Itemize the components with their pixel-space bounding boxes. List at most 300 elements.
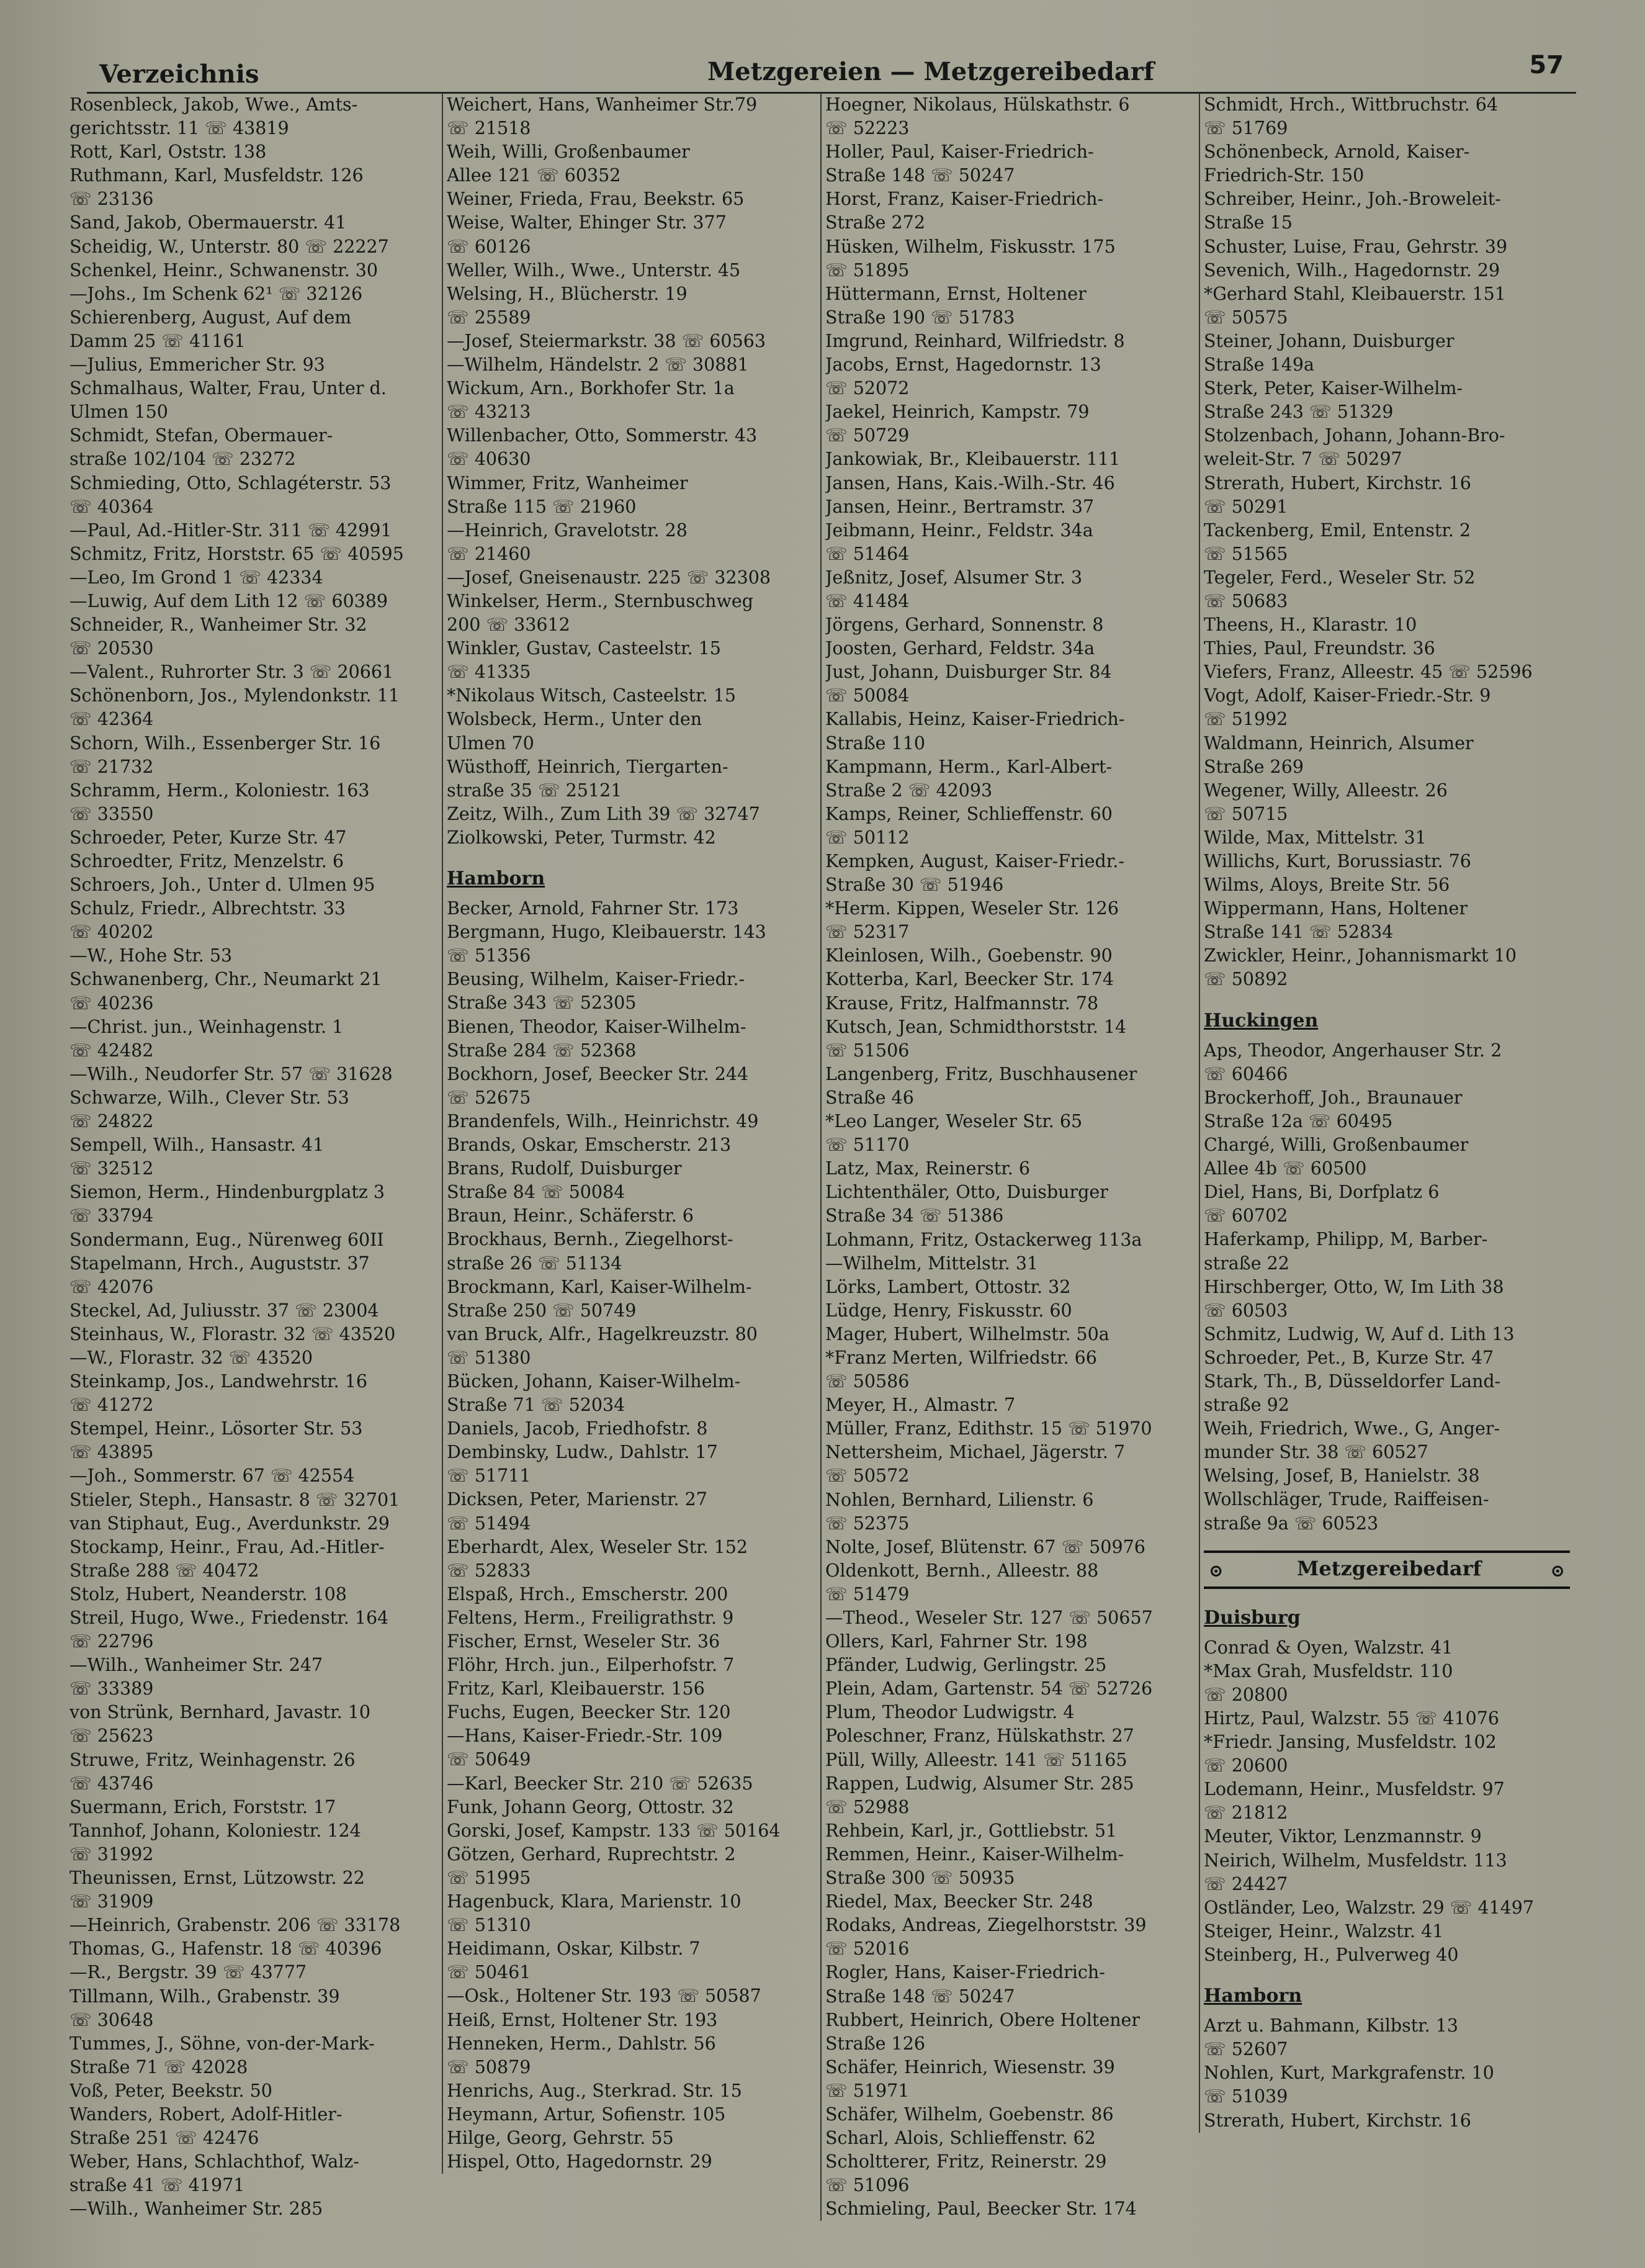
directory-entry-line: Wilde, Max, Mittelstr. 31	[1204, 827, 1427, 848]
directory-entry-line: ☏ 52375	[825, 1513, 910, 1534]
directory-entry-line: Straße 141 ☏ 52834	[1204, 922, 1394, 943]
directory-entry-line: Welsing, Josef, B, Hanielstr. 38	[1204, 1465, 1480, 1487]
directory-entry-line: Schmitz, Ludwig, W, Auf d. Lith 13	[1204, 1323, 1515, 1344]
directory-entry-line: Vogt, Adolf, Kaiser-Friedr.-Str. 9	[1204, 685, 1491, 706]
directory-entry-line: Schulz, Friedr., Albrechtstr. 33	[69, 898, 346, 919]
directory-entry-line: —Wilhelm, Mittelstr. 31	[825, 1253, 1039, 1274]
directory-entry-line: Heymann, Artur, Sofienstr. 105	[447, 2104, 726, 2125]
directory-entry-line: Plein, Adam, Gartenstr. 54 ☏ 52726	[825, 1678, 1153, 1699]
directory-entry-line: Dembinsky, Ludw., Dahlstr. 17	[447, 1442, 718, 1463]
directory-entry-line: —Valent., Ruhrorter Str. 3 ☏ 20661	[69, 662, 394, 683]
directory-entry-line: Schwarze, Wilh., Clever Str. 53	[69, 1087, 349, 1108]
directory-entry-line: ☏ 51971	[825, 2080, 910, 2101]
directory-entry-line: Gorski, Josef, Kampstr. 133 ☏ 50164	[447, 1820, 781, 1841]
directory-entry-line: Scharl, Alois, Schlieffenstr. 62	[825, 2128, 1096, 2149]
directory-entry-line: Heidimann, Oskar, Kilbstr. 7	[447, 1938, 701, 1960]
directory-entry-line: Steinberg, H., Pulverweg 40	[1204, 1944, 1459, 1965]
directory-entry-line: Tegeler, Ferd., Weseler Str. 52	[1204, 567, 1476, 588]
directory-entry-line: ☏ 51494	[447, 1513, 531, 1534]
directory-entry-line: Straße 46	[825, 1087, 914, 1108]
directory-entry-line: ☏ 52072	[825, 378, 910, 399]
directory-entry-line: Fritz, Karl, Kleibauerstr. 156	[447, 1678, 705, 1699]
entry-list	[69, 93, 441, 2221]
directory-entry-line: *Gerhard Stahl, Kleibauerstr. 151	[1204, 283, 1506, 304]
directory-entry-line: ☏ 50112	[825, 827, 910, 848]
directory-entry-line: Straße 71 ☏ 42028	[69, 2056, 248, 2077]
directory-entry-line: gerichtsstr. 11 ☏ 43819	[69, 118, 289, 139]
directory-entry-line: 200 ☏ 33612	[447, 614, 570, 636]
directory-entry-line: Feltens, Herm., Freiligrathstr. 9	[447, 1607, 734, 1628]
directory-entry-line: Weiner, Frieda, Frau, Beekstr. 65	[447, 189, 745, 210]
directory-entry-line: Straße 284 ☏ 52368	[447, 1040, 637, 1061]
directory-entry-line: Allee 4b ☏ 60500	[1204, 1158, 1367, 1179]
directory-entry-line: ☏ 30648	[69, 2009, 154, 2030]
section-heading-duisburg: Duisburg	[1204, 1606, 1301, 1629]
directory-entry-line: Wegener, Willy, Alleestr. 26	[1204, 780, 1448, 801]
directory-entry-line: Straße 148 ☏ 50247	[825, 1986, 1015, 2007]
directory-entry-line: ☏ 50729	[825, 425, 910, 446]
directory-entry-line: Imgrund, Reinhard, Wilfriedstr. 8	[825, 330, 1125, 351]
directory-entry-line: ☏ 50715	[1204, 803, 1288, 824]
directory-entry-line: —Julius, Emmericher Str. 93	[69, 354, 325, 376]
directory-entry-line: ☏ 50879	[447, 2056, 531, 2077]
banner-title: Metzgereibedarf	[1297, 1556, 1482, 1580]
directory-entry-line: ☏ 50586	[825, 1371, 910, 1392]
directory-entry-line: Wüsthoff, Heinrich, Tiergarten-	[447, 756, 728, 777]
directory-entry-line: Theunissen, Ernst, Lützowstr. 22	[69, 1868, 365, 1889]
directory-entry-line: Sevenich, Wilh., Hagedornstr. 29	[1204, 259, 1500, 281]
directory-entry-line: Straße 243 ☏ 51329	[1204, 402, 1394, 423]
directory-entry-line: ☏ 51096	[825, 2175, 910, 2196]
directory-entry-line: Becker, Arnold, Fahrner Str. 173	[447, 898, 739, 919]
directory-entry-line: Henrichs, Aug., Sterkrad. Str. 15	[447, 2080, 742, 2101]
category-banner	[1204, 1550, 1570, 1589]
directory-entry-line: Holler, Paul, Kaiser-Friedrich-	[825, 142, 1094, 163]
directory-entry-line: Strerath, Hubert, Kirchstr. 16	[1204, 472, 1471, 493]
directory-entry-line: Welsing, H., Blücherstr. 19	[447, 283, 688, 304]
directory-entry-line: Straße 149a	[1204, 354, 1314, 376]
directory-entry-line: *Leo Langer, Weseler Str. 65	[825, 1111, 1083, 1132]
directory-entry-line: ☏ 40202	[69, 922, 154, 943]
directory-entry-line: ☏ 51464	[825, 543, 910, 564]
directory-entry-line: ☏ 52016	[825, 1938, 910, 1960]
directory-entry-line: straße 9a ☏ 60523	[1204, 1513, 1379, 1534]
directory-entry-line: Joosten, Gerhard, Feldstr. 34a	[825, 638, 1095, 659]
directory-entry-line: Dicksen, Peter, Marienstr. 27	[447, 1489, 707, 1510]
directory-entry-line: Wippermann, Hans, Holtener	[1204, 898, 1468, 919]
directory-entry-line: Zwickler, Heinr., Johannismarkt 10	[1204, 945, 1517, 966]
directory-entry-line: —Heinrich, Grabenstr. 206 ☏ 33178	[69, 1915, 401, 1936]
directory-entry-line: Zeitz, Wilh., Zum Lith 39 ☏ 32747	[447, 803, 760, 824]
directory-entry-line: Elspaß, Hrch., Emscherstr. 200	[447, 1583, 728, 1604]
directory-entry-line: Winkler, Gustav, Casteelstr. 15	[447, 638, 721, 659]
directory-entry-line: Langenberg, Fritz, Buschhausener	[825, 1063, 1137, 1084]
directory-entry-line: Straße 300 ☏ 50935	[825, 1868, 1015, 1889]
directory-entry-line: —Osk., Holtener Str. 193 ☏ 50587	[447, 1986, 761, 2007]
directory-entry-line: ☏ 42076	[69, 1276, 154, 1297]
directory-entry-line: Sterk, Peter, Kaiser-Wilhelm-	[1204, 378, 1463, 399]
directory-entry-line: Straße 84 ☏ 50084	[447, 1182, 625, 1203]
directory-entry-line: ☏ 52833	[447, 1560, 531, 1581]
directory-entry-line: Kutsch, Jean, Schmidthorststr. 14	[825, 1016, 1127, 1037]
directory-entry-line: Wickum, Arn., Borkhofer Str. 1a	[447, 378, 735, 399]
column-4	[1199, 93, 1576, 2133]
directory-entry-line: Fischer, Ernst, Weseler Str. 36	[447, 1631, 720, 1652]
directory-entry-line: Weih, Friedrich, Wwe., G, Anger-	[1204, 1418, 1500, 1439]
directory-entry-line: ☏ 50649	[447, 1749, 531, 1770]
directory-entry-line: ☏ 41335	[447, 662, 531, 683]
directory-entry-line: Bienen, Theodor, Kaiser-Wilhelm-	[447, 1016, 746, 1037]
directory-entry-line: straße 41 ☏ 41971	[69, 2175, 245, 2196]
directory-entry-line: Tackenberg, Emil, Entenstr. 2	[1204, 520, 1471, 541]
directory-entry-line: Straße 15	[1204, 212, 1293, 233]
directory-entry-line: Rott, Karl, Oststr. 138	[69, 142, 267, 163]
directory-entry-line: ☏ 41484	[825, 590, 910, 611]
directory-entry-line: —R., Bergstr. 39 ☏ 43777	[69, 1962, 307, 1983]
header-center-title: Metzgereien — Metzgereibedarf	[707, 57, 1155, 86]
directory-entry-line: Bockhorn, Josef, Beecker Str. 244	[447, 1063, 749, 1084]
directory-entry-line: ☏ 40364	[69, 496, 154, 517]
directory-entry-line: Rodaks, Andreas, Ziegelhorststr. 39	[825, 1915, 1147, 1936]
directory-entry-line: —Hans, Kaiser-Friedr.-Str. 109	[447, 1726, 723, 1747]
directory-entry-line: Hirtz, Paul, Walzstr. 55 ☏ 41076	[1204, 1708, 1499, 1729]
directory-entry-line: Fuchs, Eugen, Beecker Str. 120	[447, 1702, 731, 1723]
directory-entry-line: ☏ 21460	[447, 543, 531, 564]
directory-entry-line: Tummes, J., Söhne, von-der-Mark-	[69, 2033, 375, 2054]
directory-entry-line: ☏ 20600	[1204, 1755, 1288, 1776]
directory-entry-line: Steiner, Johann, Duisburger	[1204, 330, 1455, 351]
directory-entry-line: Krause, Fritz, Halfmannstr. 78	[825, 992, 1099, 1014]
directory-entry-line: Steinhaus, W., Florastr. 32 ☏ 43520	[69, 1323, 396, 1344]
directory-entry-line: ☏ 20800	[1204, 1684, 1288, 1705]
directory-entry-line: ☏ 50572	[825, 1465, 910, 1487]
directory-entry-line: ☏ 60503	[1204, 1300, 1288, 1321]
directory-entry-line: Eberhardt, Alex, Weseler Str. 152	[447, 1536, 748, 1557]
directory-entry-line: ☏ 41272	[69, 1395, 154, 1416]
directory-entry-line: Kleinlosen, Wilh., Goebenstr. 90	[825, 945, 1113, 966]
directory-entry-line: Nohlen, Kurt, Markgrafenstr. 10	[1204, 2063, 1494, 2084]
directory-entry-line: Funk, Johann Georg, Ottostr. 32	[447, 1796, 734, 1817]
directory-entry-line: Theens, H., Klarastr. 10	[1204, 614, 1417, 636]
directory-entry-line: *Friedr. Jansing, Musfeldstr. 102	[1204, 1732, 1497, 1753]
directory-entry-line: Schmieding, Otto, Schlagéterstr. 53	[69, 472, 392, 493]
directory-entry-line: ☏ 60702	[1204, 1205, 1288, 1226]
directory-entry-line: Hirschberger, Otto, W, Im Lith 38	[1204, 1276, 1504, 1297]
directory-entry-line: Hispel, Otto, Hagedornstr. 29	[447, 2151, 712, 2172]
directory-entry-line: ☏ 33794	[69, 1205, 154, 1226]
directory-entry-line: Straße 251 ☏ 42476	[69, 2128, 259, 2149]
directory-entry-line: ☏ 50683	[1204, 590, 1288, 611]
directory-entry-line: ☏ 51565	[1204, 543, 1288, 564]
directory-entry-line: Scheidig, W., Unterstr. 80 ☏ 22227	[69, 236, 389, 257]
directory-entry-line: ☏ 50892	[1204, 969, 1288, 990]
directory-entry-line: Ziolkowski, Peter, Turmstr. 42	[447, 827, 716, 848]
entry-list	[1204, 2014, 1576, 2132]
directory-entry-line: Rehbein, Karl, jr., Gottliebstr. 51	[825, 1820, 1118, 1841]
directory-entry-line: Kotterba, Karl, Beecker Str. 174	[825, 969, 1114, 990]
directory-entry-line: Schuster, Luise, Frau, Gehrstr. 39	[1204, 236, 1508, 257]
directory-entry-line: ☏ 32512	[69, 1158, 154, 1179]
directory-entry-line: Neirich, Wilhelm, Musfeldstr. 113	[1204, 1850, 1507, 1871]
directory-entry-line: ☏ 52223	[825, 118, 910, 139]
directory-entry-line: Chargé, Willi, Großenbaumer	[1204, 1135, 1469, 1156]
directory-entry-line: Oldenkott, Bernh., Alleestr. 88	[825, 1560, 1099, 1581]
directory-entry-line: munder Str. 38 ☏ 60527	[1204, 1442, 1428, 1463]
directory-entry-line: —Wilh., Wanheimer Str. 285	[69, 2198, 323, 2220]
directory-entry-line: Schönenbeck, Arnold, Kaiser-	[1204, 142, 1470, 163]
directory-entry-line: Stieler, Steph., Hansastr. 8 ☏ 32701	[69, 1489, 400, 1510]
directory-entry-line: Conrad & Oyen, Walzstr. 41	[1204, 1637, 1453, 1658]
directory-entry-line: Jankowiak, Br., Kleibauerstr. 111	[825, 449, 1121, 470]
directory-entry-line: —W., Hohe Str. 53	[69, 945, 233, 966]
column-3	[820, 93, 1198, 2221]
directory-entry-line: —W., Florastr. 32 ☏ 43520	[69, 1347, 313, 1368]
directory-entry-line: Jansen, Hans, Kais.-Wilh.-Str. 46	[825, 472, 1115, 493]
directory-entry-line: Beusing, Wilhelm, Kaiser-Friedr.-	[447, 969, 745, 990]
directory-entry-line: Meuter, Viktor, Lenzmannstr. 9	[1204, 1826, 1482, 1847]
directory-entry-line: Hoegner, Nikolaus, Hülskathstr. 6	[825, 94, 1130, 115]
directory-entry-line: Ruthmann, Karl, Musfeldstr. 126	[69, 165, 364, 186]
directory-entry-line: *Nikolaus Witsch, Casteelstr. 15	[447, 685, 736, 706]
directory-entry-line: Brans, Rudolf, Duisburger	[447, 1158, 682, 1179]
directory-entry-line: ☏ 24427	[1204, 1873, 1288, 1894]
directory-entry-line: Willenbacher, Otto, Sommerstr. 43	[447, 425, 758, 446]
directory-entry-line: —Wilh., Wanheimer Str. 247	[69, 1655, 323, 1676]
directory-entry-line: Wollschläger, Trude, Raiffeisen-	[1204, 1489, 1489, 1510]
directory-entry-line: Horst, Franz, Kaiser-Friedrich-	[825, 189, 1104, 210]
directory-entry-line: ☏ 43746	[69, 1773, 154, 1794]
directory-entry-line: Suermann, Erich, Forststr. 17	[69, 1796, 336, 1817]
directory-entry-line: Schreiber, Heinr., Joh.-Broweleit-	[1204, 189, 1501, 210]
directory-entry-line: Ulmen 150	[69, 402, 168, 423]
directory-entry-line: ☏ 51995	[447, 1867, 531, 1888]
directory-entry-line: Straße 110	[825, 732, 925, 754]
directory-entry-line: Wilms, Aloys, Breite Str. 56	[1204, 875, 1450, 896]
directory-entry-line: Winkelser, Herm., Sternbuschweg	[447, 590, 754, 611]
directory-entry-line: *Max Grah, Musfeldstr. 110	[1204, 1660, 1453, 1681]
directory-entry-line: Lichtenthäler, Otto, Duisburger	[825, 1182, 1108, 1203]
directory-entry-line: Schroedter, Fritz, Menzelstr. 6	[69, 851, 344, 871]
directory-entry-line: —Christ. jun., Weinhagenstr. 1	[69, 1016, 344, 1037]
directory-entry-line: ☏ 42364	[69, 709, 154, 730]
directory-entry-line: ☏ 24822	[69, 1111, 154, 1132]
directory-entry-line: ☏ 51506	[825, 1040, 910, 1061]
directory-entry-line: Weber, Hans, Schlachthof, Walz-	[69, 2151, 359, 2172]
directory-entry-line: Straße 126	[825, 2033, 925, 2054]
directory-entry-line: Pfänder, Ludwig, Gerlingstr. 25	[825, 1655, 1107, 1676]
directory-entry-line: Arzt u. Bahmann, Kilbstr. 13	[1204, 2015, 1459, 2036]
directory-entry-line: Schmalhaus, Walter, Frau, Unter d.	[69, 378, 387, 399]
directory-entry-line: Jaekel, Heinrich, Kampstr. 79	[825, 402, 1090, 423]
directory-entry-line: Stockamp, Heinr., Frau, Ad.-Hitler-	[69, 1536, 385, 1557]
directory-entry-line: ☏ 33550	[69, 803, 154, 824]
directory-entry-line: Ostländer, Leo, Walzstr. 29 ☏ 41497	[1204, 1897, 1535, 1918]
directory-entry-line: Straße 288 ☏ 40472	[69, 1560, 259, 1581]
directory-entry-line: Püll, Willy, Alleestr. 141 ☏ 51165	[825, 1749, 1127, 1770]
directory-entry-line: Nolte, Josef, Blütenstr. 67 ☏ 50976	[825, 1536, 1145, 1557]
directory-entry-line: Just, Johann, Duisburger Str. 84	[825, 662, 1112, 683]
directory-entry-line: ☏ 51895	[825, 259, 910, 281]
directory-entry-line: Schorn, Wilh., Essenberger Str. 16	[69, 732, 381, 754]
directory-entry-line: Jeßnitz, Josef, Alsumer Str. 3	[825, 567, 1083, 588]
directory-entry-line: Diel, Hans, Bi, Dorfplatz 6	[1204, 1182, 1440, 1203]
ornament-left-icon: ⊙	[1209, 1560, 1224, 1581]
directory-entry-line: Götzen, Gerhard, Ruprechtstr. 2	[447, 1843, 736, 1865]
directory-entry-line: Schäfer, Wilhelm, Goebenstr. 86	[825, 2104, 1114, 2125]
directory-entry-line: Straße 12a ☏ 60495	[1204, 1110, 1393, 1132]
directory-entry-line: Straße 30 ☏ 51946	[825, 875, 1004, 896]
directory-entry-line: ☏ 52317	[825, 922, 910, 943]
directory-entry-line: —Paul, Ad.-Hitler-Str. 311 ☏ 42991	[69, 520, 392, 541]
directory-entry-line: ☏ 31909	[69, 1891, 154, 1912]
directory-entry-line: ☏ 50291	[1204, 496, 1288, 517]
directory-entry-line: Friedrich-Str. 150	[1204, 165, 1365, 186]
directory-entry-line: ☏ 50575	[1204, 307, 1288, 328]
directory-entry-line: Stapelmann, Hrch., Auguststr. 37	[69, 1253, 370, 1274]
directory-entry-line: straße 35 ☏ 25121	[447, 780, 622, 801]
header-left-title: Verzeichnis	[99, 60, 259, 89]
directory-entry-line: ☏ 51039	[1204, 2086, 1288, 2107]
directory-entry-line: Rappen, Ludwig, Alsumer Str. 285	[825, 1773, 1134, 1794]
directory-entry-line: Schramm, Herm., Koloniestr. 163	[69, 780, 370, 801]
directory-entry-line: ☏ 20530	[69, 638, 154, 659]
directory-entry-line: ☏ 51170	[825, 1135, 910, 1156]
directory-entry-line: Sondermann, Eug., Nürenweg 60II	[69, 1229, 384, 1250]
directory-entry-line: Sempell, Wilh., Hansastr. 41	[69, 1135, 325, 1156]
directory-entry-line: ☏ 22796	[69, 1631, 154, 1652]
directory-entry-line: ☏ 21812	[1204, 1802, 1288, 1824]
directory-entry-line: Thies, Paul, Freundstr. 36	[1204, 638, 1435, 659]
entry-list	[1204, 1039, 1576, 1536]
directory-entry-line: —Theod., Weseler Str. 127 ☏ 50657	[825, 1608, 1153, 1628]
directory-entry-line: Straße 115 ☏ 21960	[447, 496, 637, 517]
directory-entry-line: ☏ 42482	[69, 1040, 154, 1061]
directory-entry-line: Straße 272	[825, 212, 925, 233]
directory-entry-line: —Josef, Steiermarkstr. 38 ☏ 60563	[447, 330, 766, 351]
directory-entry-line: Bergmann, Hugo, Kleibauerstr. 143	[447, 922, 766, 943]
directory-entry-line: ☏ 25589	[447, 307, 531, 328]
directory-entry-line: ☏ 40630	[447, 449, 531, 470]
directory-entry-line: Straße 190 ☏ 51783	[825, 307, 1015, 328]
directory-entry-line: Ollers, Karl, Fahrner Str. 198	[825, 1631, 1088, 1652]
directory-entry-line: Voß, Peter, Beekstr. 50	[69, 2080, 272, 2101]
directory-entry-line: Kempken, August, Kaiser-Friedr.-	[825, 851, 1124, 871]
directory-entry-line: ☏ 40236	[69, 992, 154, 1014]
directory-entry-line: ☏ 52675	[447, 1087, 531, 1108]
page-header	[87, 48, 1576, 94]
directory-entry-line: Remmen, Heinr., Kaiser-Wilhelm-	[825, 1843, 1124, 1865]
directory-entry-line: ☏ 60126	[447, 236, 531, 257]
directory-entry-line: Henneken, Herm., Dahlstr. 56	[447, 2033, 716, 2054]
directory-entry-line: Straße 71 ☏ 52034	[447, 1395, 625, 1416]
directory-entry-line: Steiger, Heinr., Walzstr. 41	[1204, 1920, 1444, 1942]
entry-list	[825, 93, 1198, 2221]
directory-entry-line: Stolzenbach, Johann, Johann-Bro-	[1204, 425, 1505, 446]
directory-entry-line: Schroeder, Pet., B, Kurze Str. 47	[1204, 1347, 1494, 1368]
directory-entry-line: Steckel, Ad, Juliusstr. 37 ☏ 23004	[69, 1300, 379, 1321]
directory-entry-line: Straße 148 ☏ 50247	[825, 165, 1015, 186]
directory-entry-line: ☏ 51992	[1204, 709, 1288, 730]
directory-entry-line: ☏ 51310	[447, 1915, 531, 1936]
directory-entry-line: Schroers, Joh., Unter d. Ulmen 95	[69, 875, 375, 896]
directory-entry-line: Wanders, Robert, Adolf-Hitler-	[69, 2104, 343, 2125]
directory-entry-line: Hüttermann, Ernst, Holtener	[825, 283, 1087, 304]
directory-entry-line: Poleschner, Franz, Hülskathstr. 27	[825, 1726, 1134, 1747]
directory-entry-line: straße 102/104 ☏ 23272	[69, 449, 296, 470]
directory-entry-line: Brandenfels, Wilh., Heinrichstr. 49	[447, 1110, 759, 1132]
directory-entry-line: Straße 34 ☏ 51386	[825, 1205, 1004, 1226]
directory-entry-line: Meyer, H., Almastr. 7	[825, 1395, 1016, 1416]
directory-entry-line: Straße 343 ☏ 52305	[447, 992, 637, 1014]
directory-entry-line: Latz, Max, Reinerstr. 6	[825, 1158, 1030, 1179]
directory-entry-line: Brockhaus, Bernh., Ziegelhorst-	[447, 1229, 733, 1250]
directory-entry-line: Schroeder, Peter, Kurze Str. 47	[69, 827, 347, 848]
section-heading-hamborn: Hamborn	[447, 868, 545, 889]
directory-entry-line: ☏ 51380	[447, 1347, 531, 1368]
directory-entry-line: ☏ 51356	[447, 945, 531, 966]
directory-entry-line: Hüsken, Wilhelm, Fiskusstr. 175	[825, 236, 1116, 257]
page-number: 57	[1529, 51, 1564, 79]
directory-entry-line: Straße 269	[1204, 756, 1304, 777]
directory-entry-line: Streil, Hugo, Wwe., Friedenstr. 164	[69, 1608, 389, 1628]
directory-entry-line: Waldmann, Heinrich, Alsumer	[1204, 732, 1474, 754]
entry-list	[1204, 93, 1576, 992]
directory-entry-line: van Bruck, Alfr., Hagelkreuzstr. 80	[447, 1323, 758, 1344]
directory-entry-line: Schneider, R., Wanheimer Str. 32	[69, 614, 367, 636]
directory-entry-line: ☏ 51479	[825, 1583, 910, 1604]
directory-entry-line: Brockerhoff, Joh., Braunauer	[1204, 1087, 1463, 1108]
directory-entry-line: Bücken, Johann, Kaiser-Wilhelm-	[447, 1370, 741, 1392]
directory-entry-line: Jacobs, Ernst, Hagedornstr. 13	[825, 354, 1101, 376]
directory-entry-line: Scholtterer, Fritz, Reinerstr. 29	[825, 2151, 1107, 2172]
directory-entry-line: —Josef, Gneisenaustr. 225 ☏ 32308	[447, 567, 771, 588]
directory-entry-line: Schenkel, Heinr., Schwanenstr. 30	[69, 259, 379, 281]
directory-entry-line: von Strünk, Bernhard, Javastr. 10	[69, 1702, 370, 1723]
entry-list	[1204, 1636, 1576, 1967]
entry-list	[447, 93, 819, 850]
directory-entry-line: Kamps, Reiner, Schlieffenstr. 60	[825, 803, 1113, 824]
directory-entry-line: Jeibmann, Heinr., Feldstr. 34a	[825, 520, 1093, 541]
directory-entry-line: Weichert, Hans, Wanheimer Str.79	[447, 94, 758, 115]
directory-entry-line: Viefers, Franz, Alleestr. 45 ☏ 52596	[1204, 662, 1533, 683]
directory-entry-line: ☏ 43213	[447, 402, 531, 423]
directory-entry-line: Weise, Walter, Ehinger Str. 377	[447, 212, 727, 233]
directory-entry-line: ☏ 50461	[447, 1962, 531, 1983]
directory-entry-line: Willichs, Kurt, Borussiastr. 76	[1204, 851, 1471, 871]
directory-entry-line: straße 92	[1204, 1395, 1289, 1416]
directory-entry-line: Lohmann, Fritz, Ostackerweg 113a	[825, 1229, 1142, 1250]
directory-entry-line: ☏ 23136	[69, 189, 154, 210]
directory-entry-line: ☏ 51711	[447, 1465, 531, 1487]
directory-entry-line: Lörks, Lambert, Ottostr. 32	[825, 1276, 1071, 1297]
directory-entry-line: Flöhr, Hrch. jun., Eilperhofstr. 7	[447, 1655, 735, 1676]
directory-entry-line: ☏ 60466	[1204, 1063, 1288, 1084]
directory-entry-line: Allee 121 ☏ 60352	[447, 165, 621, 186]
directory-entry-line: —Leo, Im Grond 1 ☏ 42334	[69, 567, 323, 588]
directory-entry-line: Straße 2 ☏ 42093	[825, 780, 993, 801]
section-heading-huckingen: Huckingen	[1204, 1009, 1319, 1032]
directory-entry-line: ☏ 51769	[1204, 118, 1288, 139]
directory-entry-line: van Stiphaut, Eug., Averdunkstr. 29	[69, 1513, 390, 1534]
directory-entry-line: Schmieling, Paul, Beecker Str. 174	[825, 2198, 1137, 2220]
directory-entry-line: ☏ 21518	[447, 118, 531, 139]
directory-entry-line: Strerath, Hubert, Kirchstr. 16	[1204, 2110, 1471, 2131]
directory-entry-line: —Heinrich, Gravelotstr. 28	[447, 520, 688, 541]
directory-entry-line: Hagenbuck, Klara, Marienstr. 10	[447, 1891, 742, 1912]
directory-entry-line: ☏ 50084	[825, 685, 910, 706]
directory-entry-line: —Luwig, Auf dem Lith 12 ☏ 60389	[69, 590, 388, 611]
directory-entry-line: Nettersheim, Michael, Jägerstr. 7	[825, 1442, 1125, 1463]
